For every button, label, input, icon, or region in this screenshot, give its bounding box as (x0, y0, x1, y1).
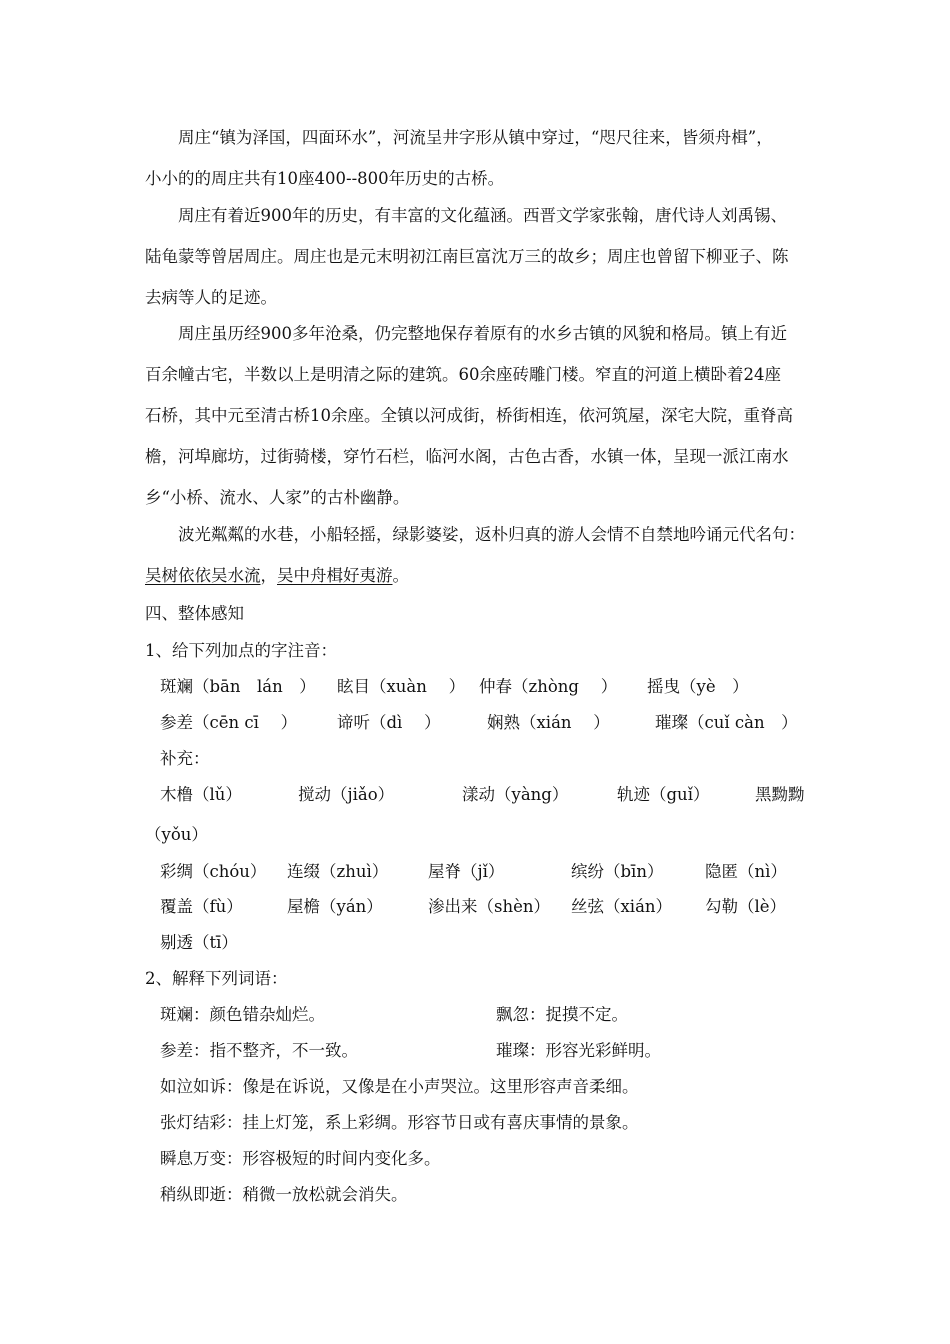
pinyin-row (0, 893, 950, 923)
definition: 稍纵即逝：稍微一放松就会消失。 (160, 1185, 408, 1204)
underlined-quote: 吴中舟楫好夷游 (277, 566, 393, 585)
pinyin-item: 彩绸（chóu） (160, 862, 267, 881)
pinyin-item: 娴熟（xián ） (487, 713, 610, 732)
paragraph-water-lane (145, 514, 825, 596)
pinyin-item: 摇曳（yè ） (647, 677, 749, 696)
definition: 如泣如诉：像是在诉说，又像是在小声哭泣。这里形容声音柔细。 (160, 1077, 639, 1096)
text-line: 周庄“镇为泽国，四面环水”，河流呈井字形从镇中穿过，“咫尺往来，皆须舟楫”， (178, 128, 773, 147)
pinyin-item: 眩目（xuàn ） (337, 677, 466, 696)
pinyin-item: 轨迹（guǐ） (617, 785, 710, 804)
punctuation: 。 (392, 566, 409, 585)
pinyin-item: 渗出来（shèn） (428, 897, 550, 916)
pinyin-item: 丝弦（xián） (571, 897, 673, 916)
definition: 瞬息万变：形容极短的时间内变化多。 (160, 1149, 441, 1168)
paragraph-history (145, 195, 825, 318)
question-heading: 2、解释下列词语： (145, 969, 288, 988)
pinyin-row (0, 709, 950, 739)
text-line: 波光粼粼的水巷，小船轻摇，绿影婆娑，返朴归真的游人会情不自禁地吟诵元代名句： (178, 525, 805, 544)
text-line: 周庄虽历经900多年沧桑，仍完整地保存着原有的水乡古镇的风貌和格局。镇上有近 (178, 324, 787, 343)
pinyin-item: 仲春（zhòng ） (479, 677, 618, 696)
text-line: 周庄有着近900年的历史，有丰富的文化蕴涵。西晋文学家张翰，唐代诗人刘禹锡、 (178, 206, 787, 225)
pinyin-item: 黑黝黝 (755, 785, 805, 804)
pinyin-row (0, 858, 950, 888)
definition-row (0, 1037, 950, 1067)
supplement-label: 补充： (160, 749, 210, 768)
text-line: 去病等人的足迹。 (145, 288, 277, 307)
section-heading: 四、整体感知 (145, 604, 244, 623)
punctuation: ， (260, 566, 277, 585)
pinyin-item: 参差（cēn cī ） (160, 713, 298, 732)
underlined-quote: 吴树依依吴水流 (145, 566, 261, 585)
pinyin-item: 璀璨（cuǐ càn ） (655, 713, 798, 732)
quote-line (145, 555, 825, 596)
pinyin-wrap: （yǒu） (145, 825, 208, 844)
definition: 张灯结彩：挂上灯笼，系上彩绸。形容节日或有喜庆事情的景象。 (160, 1113, 639, 1132)
pinyin-item: 缤纷（bīn） (571, 862, 664, 881)
pinyin-item: 隐匿（nì） (705, 862, 787, 881)
definition: 璀璨：形容光彩鲜明。 (496, 1041, 661, 1060)
paragraph-architecture (145, 313, 825, 518)
pinyin-row (0, 781, 950, 811)
definition-row (0, 1001, 950, 1031)
pinyin-item: 屋檐（yán） (287, 897, 383, 916)
pinyin-item: 剔透（tī） (160, 933, 238, 952)
pinyin-item: 覆盖（fù） (160, 897, 243, 916)
pinyin-item: 木橹（lǔ） (160, 785, 242, 804)
definition: 飘忽：捉摸不定。 (496, 1005, 628, 1024)
paragraph-location (145, 117, 825, 199)
definition: 参差：指不整齐，不一致。 (160, 1041, 358, 1060)
text-line: 小小的的周庄共有10座400--800年历史的古桥。 (145, 169, 505, 188)
question-heading: 1、给下列加点的字注音： (145, 641, 337, 660)
text-line: 石桥，其中元至清古桥10余座。全镇以河成街，桥街相连，依河筑屋，深宅大院，重脊高 (145, 406, 793, 425)
pinyin-item: 斑斓（bān lán ） (160, 677, 316, 696)
text-line: 乡“小桥、流水、人家”的古朴幽静。 (145, 488, 410, 507)
text-line: 陆龟蒙等曾居周庄。周庄也是元末明初江南巨富沈万三的故乡；周庄也曾留下柳亚子、陈 (145, 247, 789, 266)
text-line: 檐，河埠廊坊，过街骑楼，穿竹石栏，临河水阁，古色古香，水镇一体，呈现一派江南水 (145, 447, 789, 466)
pinyin-item: 搅动（jiǎo） (298, 785, 395, 804)
pinyin-item: 连缀（zhuì） (287, 862, 389, 881)
pinyin-row (0, 673, 950, 703)
pinyin-item: 谛听（dì ） (337, 713, 441, 732)
pinyin-item: 勾勒（lè） (705, 897, 787, 916)
pinyin-item: 漾动（yàng） (462, 785, 569, 804)
text-line: 百余幢古宅，半数以上是明清之际的建筑。60余座砖雕门楼。窄直的河道上横卧着24座 (145, 365, 781, 384)
pinyin-item: 屋脊（jǐ） (428, 862, 505, 881)
definition: 斑斓：颜色错杂灿烂。 (160, 1005, 325, 1024)
